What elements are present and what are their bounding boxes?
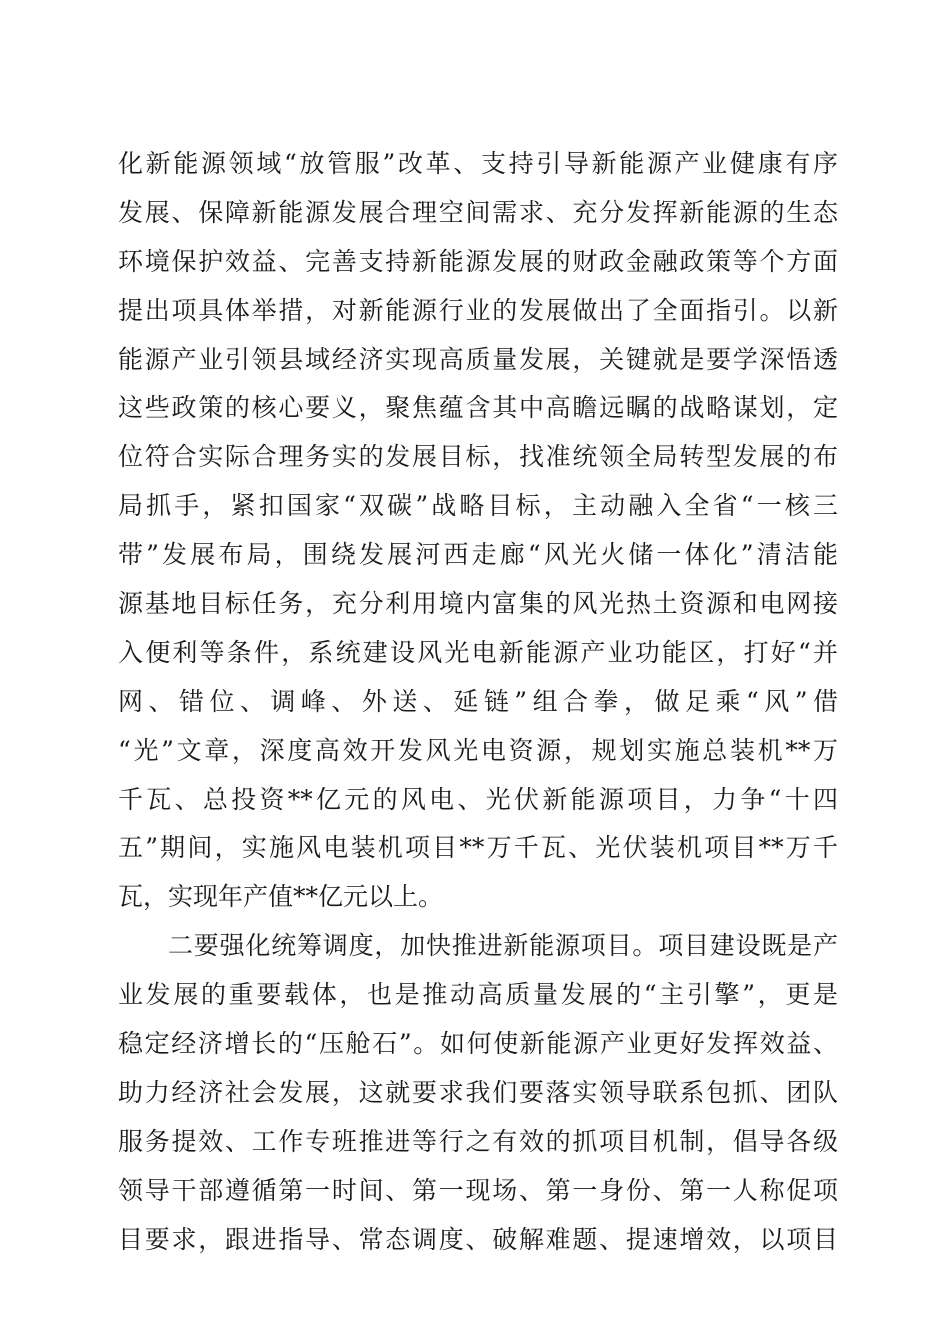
text-line: 五”期间，实施风电装机项目**万千瓦、光伏装机项目**万千 [118,833,838,863]
body-text [118,140,838,1264]
paragraph-2 [118,922,838,1264]
text-line: 局抓手，紧扣国家“双碳”战略目标，主动融入全省“一核三 [118,491,838,521]
text-line: 提出项具体举措，对新能源行业的发展做出了全面指引。以新 [118,295,838,325]
paragraph-1 [118,140,838,922]
text-line: 瓦，实现年产值**亿元以上。 [118,882,444,912]
text-line: 二要强化统筹调度，加快推进新能源项目。项目建设既是产 [168,931,838,961]
text-line: 领导干部遵循第一时间、第一现场、第一身份、第一人称促项 [118,1175,838,1205]
text-line: 稳定经济增长的“压舱石”。如何使新能源产业更好发挥效益、 [118,1029,838,1059]
text-line: 业发展的重要载体，也是推动高质量发展的“主引擎”，更是 [118,980,838,1010]
text-line: 环境保护效益、完善支持新能源发展的财政金融政策等个方面 [118,246,838,276]
text-line: 源基地目标任务，充分利用境内富集的风光热土资源和电网接 [118,589,838,619]
text-line: 目要求，跟进指导、常态调度、破解难题、提速增效，以项目 [118,1224,838,1254]
text-line: “光”文章，深度高效开发风光电资源，规划实施总装机**万 [118,735,838,765]
text-line: 千瓦、总投资**亿元的风电、光伏新能源项目，力争“十四 [118,784,838,814]
text-line: 这些政策的核心要义，聚焦蕴含其中高瞻远瞩的战略谋划，定 [118,393,838,423]
text-line: 化新能源领域“放管服”改革、支持引导新能源产业健康有序 [118,149,838,178]
text-line: 服务提效、工作专班推进等行之有效的抓项目机制，倡导各级 [118,1126,838,1156]
text-line: 位符合实际合理务实的发展目标，找准统领全局转型发展的布 [118,442,838,472]
text-line: 助力经济社会发展，这就要求我们要落实领导联系包抓、团队 [118,1077,838,1107]
text-line: 网、错位、调峰、外送、延链”组合拳，做足乘“风”借 [118,686,838,716]
text-line: 带”发展布局，围绕发展河西走廊“风光火储一体化”清洁能 [118,540,838,570]
text-line: 入便利等条件，系统建设风光电新能源产业功能区，打好“并 [118,637,838,667]
text-line: 能源产业引领县域经济实现高质量发展，关键就是要学深悟透 [118,344,838,374]
text-line: 发展、保障新能源发展合理空间需求、充分发挥新能源的生态 [118,197,838,227]
